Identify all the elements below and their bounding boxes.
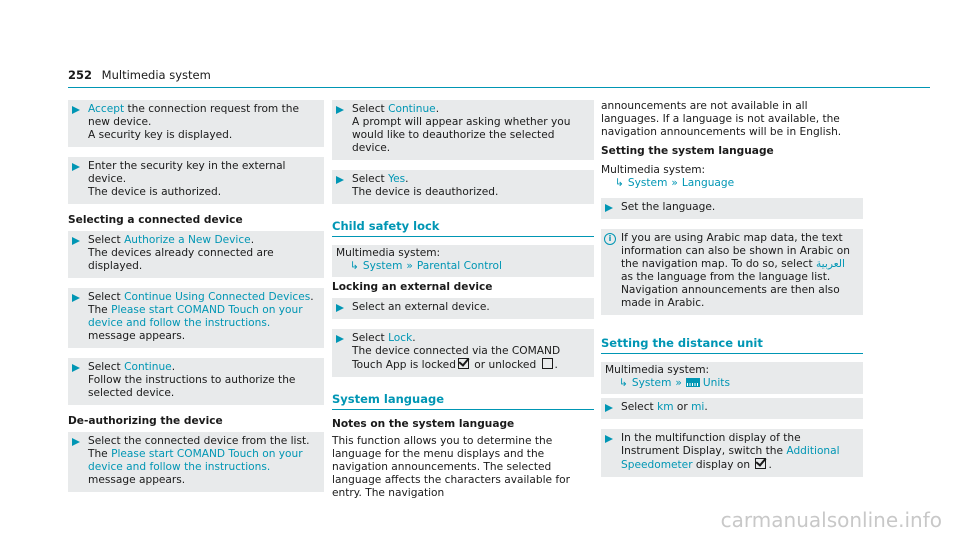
step-arrow-icon xyxy=(72,364,80,372)
step-select-device: Select the connected device from the list. The Please start COMAND Touch on your device and follow the instructions. message appears. xyxy=(68,432,324,492)
path-system[interactable]: System xyxy=(362,260,403,272)
message-text: Please start COMAND Touch on your device and follow the instructions. xyxy=(88,448,303,473)
return-arrow-icon: ↳ xyxy=(350,260,359,272)
double-chevron-icon: » xyxy=(671,177,678,189)
step-additional-speedometer: In the multifunction display of the Instrument Display, switch the Additional Speedometer display on . xyxy=(601,429,863,477)
column-1 xyxy=(68,100,324,502)
menu-path-language: Multimedia system: ↳ System » Language xyxy=(601,164,735,189)
path-system[interactable]: System xyxy=(627,177,668,189)
additional-speedometer-link[interactable]: Additional Speedometer xyxy=(621,445,840,471)
step-accept: Accept the connection request from the new device. A security key is displayed. xyxy=(68,100,324,147)
step-arrow-icon xyxy=(605,204,613,212)
units-icon xyxy=(686,378,700,387)
return-arrow-icon: ↳ xyxy=(615,177,624,189)
column-2 xyxy=(332,100,594,500)
lock-link[interactable]: Lock xyxy=(388,332,413,344)
page-title: Multimedia system xyxy=(101,68,211,82)
step-arrow-icon xyxy=(336,304,344,312)
step-continue-using: Select Continue Using Connected Devices. The Please start COMAND Touch on your device and follow the instructions. message appears. xyxy=(68,288,324,348)
path-language[interactable]: Language xyxy=(681,177,735,189)
mi-link[interactable]: mi xyxy=(691,401,705,413)
path-system[interactable]: System xyxy=(631,377,672,389)
column-3 xyxy=(601,100,863,487)
page-header xyxy=(68,69,211,82)
step-set-language: Set the language. xyxy=(601,198,863,219)
continue-using-link[interactable]: Continue Using Connected Devices xyxy=(124,291,311,303)
step-lock: Select Lock. The device connected via the COMAND Touch App is locked or unlocked . xyxy=(332,329,594,377)
notes-text: This function allows you to determine the language for the menu displays and the navigation announcements. The selected language affects the characters available for entry. The navigation xyxy=(332,435,570,499)
step-continue-deauth: Select Continue. A prompt will appear asking whether you would like to deauthorize the selected device. xyxy=(332,100,594,160)
step-authorize-new: Select Authorize a New Device. The devices already connected are displayed. xyxy=(68,231,324,278)
section-title-locking: Locking an external device xyxy=(332,281,493,293)
section-title-child-safety: Child safety lock xyxy=(332,220,594,237)
notes-continuation: announcements are not available in all languages. If a language is not available, the navigation announcements will be in English. xyxy=(601,100,842,138)
step-continue: Select Continue. Follow the instructions to authorize the selected device. xyxy=(68,358,324,405)
path-units[interactable]: Units xyxy=(702,377,730,389)
step-yes: Select Yes. The device is deauthorized. xyxy=(332,170,594,204)
header-rule xyxy=(68,87,930,88)
menu-path-units: Multimedia system: ↳ System » Units xyxy=(601,362,863,394)
notes-title: Notes on the system language xyxy=(332,418,515,430)
checkbox-unchecked-icon xyxy=(542,358,553,369)
step-arrow-icon xyxy=(72,106,80,114)
step-arrow-icon xyxy=(72,294,80,302)
continue-link[interactable]: Continue xyxy=(388,103,436,115)
page-number: 252 xyxy=(68,68,93,82)
section-title-selecting: Selecting a connected device xyxy=(68,214,243,226)
message-text: Please start COMAND Touch on your device and follow the instructions. xyxy=(88,304,303,329)
info-icon: i xyxy=(604,233,616,245)
path-parental-control[interactable]: Parental Control xyxy=(416,260,502,272)
section-title-setting-language: Setting the system language xyxy=(601,145,774,157)
step-select-unit: Select km or mi. xyxy=(601,398,863,419)
checkbox-checked-icon xyxy=(458,358,469,369)
step-arrow-icon xyxy=(336,335,344,343)
double-chevron-icon: » xyxy=(406,260,413,272)
return-arrow-icon: ↳ xyxy=(619,377,628,389)
double-chevron-icon: » xyxy=(675,377,682,389)
step-arrow-icon xyxy=(605,404,613,412)
step-arrow-icon xyxy=(336,106,344,114)
step-select-external: Select an external device. xyxy=(332,298,594,319)
step-arrow-icon xyxy=(336,176,344,184)
section-title-distance-unit: Setting the distance unit xyxy=(601,337,863,354)
step-arrow-icon xyxy=(72,438,80,446)
step-arrow-icon xyxy=(605,435,613,443)
authorize-new-device-link[interactable]: Authorize a New Device xyxy=(124,234,251,246)
step-enter-key: Enter the security key in the external device. The device is authorized. xyxy=(68,157,324,204)
step-arrow-icon xyxy=(72,237,80,245)
section-title-system-language: System language xyxy=(332,393,594,410)
continue-link[interactable]: Continue xyxy=(124,361,172,373)
watermark: carmanualsonline.info xyxy=(720,508,942,532)
arabic-option-link[interactable]: العربية xyxy=(816,258,845,270)
yes-link[interactable]: Yes xyxy=(388,173,406,185)
checkbox-checked-icon xyxy=(755,458,766,469)
menu-path-parental: Multimedia system: ↳ System » Parental Control xyxy=(332,245,594,277)
info-arabic: i If you are using Arabic map data, the text information can also be shown in Arabic on the navigation map. To do so, select العربية as the language from the language list. Navigation announcements are then also made in Arabic. xyxy=(601,229,863,315)
section-title-deauthorizing: De-authorizing the device xyxy=(68,415,223,427)
step-arrow-icon xyxy=(72,163,80,171)
km-link[interactable]: km xyxy=(657,401,674,413)
accept-link[interactable]: Accept xyxy=(88,103,125,115)
